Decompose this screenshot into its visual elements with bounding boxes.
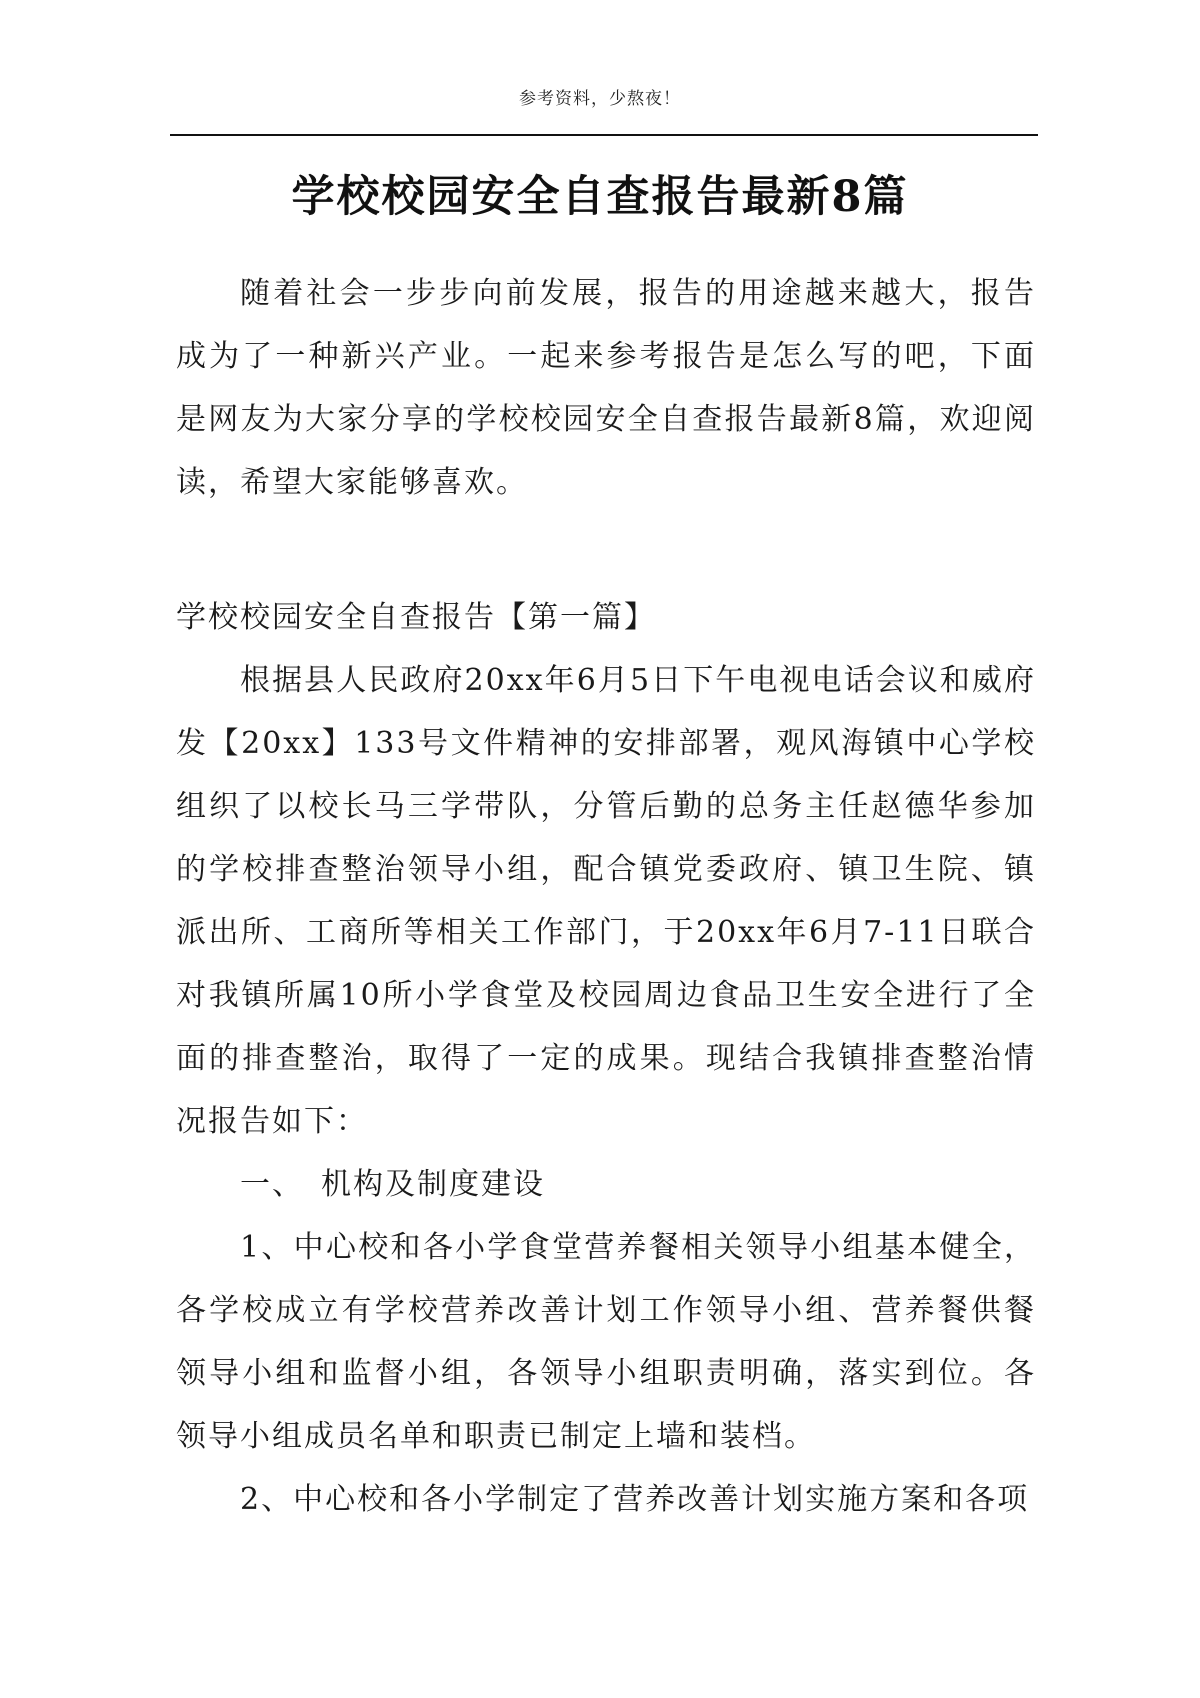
- header-note: 参考资料，少熬夜！: [519, 89, 681, 109]
- section-heading: 学校校园安全自查报告【第一篇】: [176, 600, 656, 635]
- body-paragraph: 2、中心校和各小学制定了营养改善计划实施方案和各项: [240, 1482, 1030, 1517]
- body-paragraph: 1、中心校和各小学食堂营养餐相关领导小组基本健全，各学校成立有学校营养改善计划工作领导小组、营养餐供餐领导小组和监督小组，各领导小组职责明确，落实到位。各领导小组成员名单和职责已制定上墙和装档。: [176, 1230, 1036, 1454]
- intro-paragraph: 随着社会一步步向前发展，报告的用途越来越大，报告成为了一种新兴产业。一起来参考报告是怎么写的吧，下面是网友为大家分享的学校校园安全自查报告最新8篇，欢迎阅读，希望大家能够喜欢。: [176, 276, 1036, 500]
- document-title: 学校校园安全自查报告最新8篇: [291, 171, 909, 222]
- document-body: [176, 262, 1036, 1531]
- body-paragraph: 根据县人民政府20xx年6月5日下午电视电话会议和威府发【20xx】133号文件精神的安排部署，观风海镇中心学校组织了以校长马三学带队，分管后勤的总务主任赵德华参加的学校排查整治领导小组，配合镇党委政府、镇卫生院、镇派出所、工商所等相关工作部门，于20xx年6月7-11日联合对我镇所属10所小学食堂及校园周边食品卫生安全进行了全面的排查整治，取得了一定的成果。现结合我镇排查整治情况报告如下：: [176, 663, 1036, 1139]
- subsection-heading: 一、 机构及制度建设: [240, 1167, 545, 1202]
- header-divider: [170, 134, 1038, 136]
